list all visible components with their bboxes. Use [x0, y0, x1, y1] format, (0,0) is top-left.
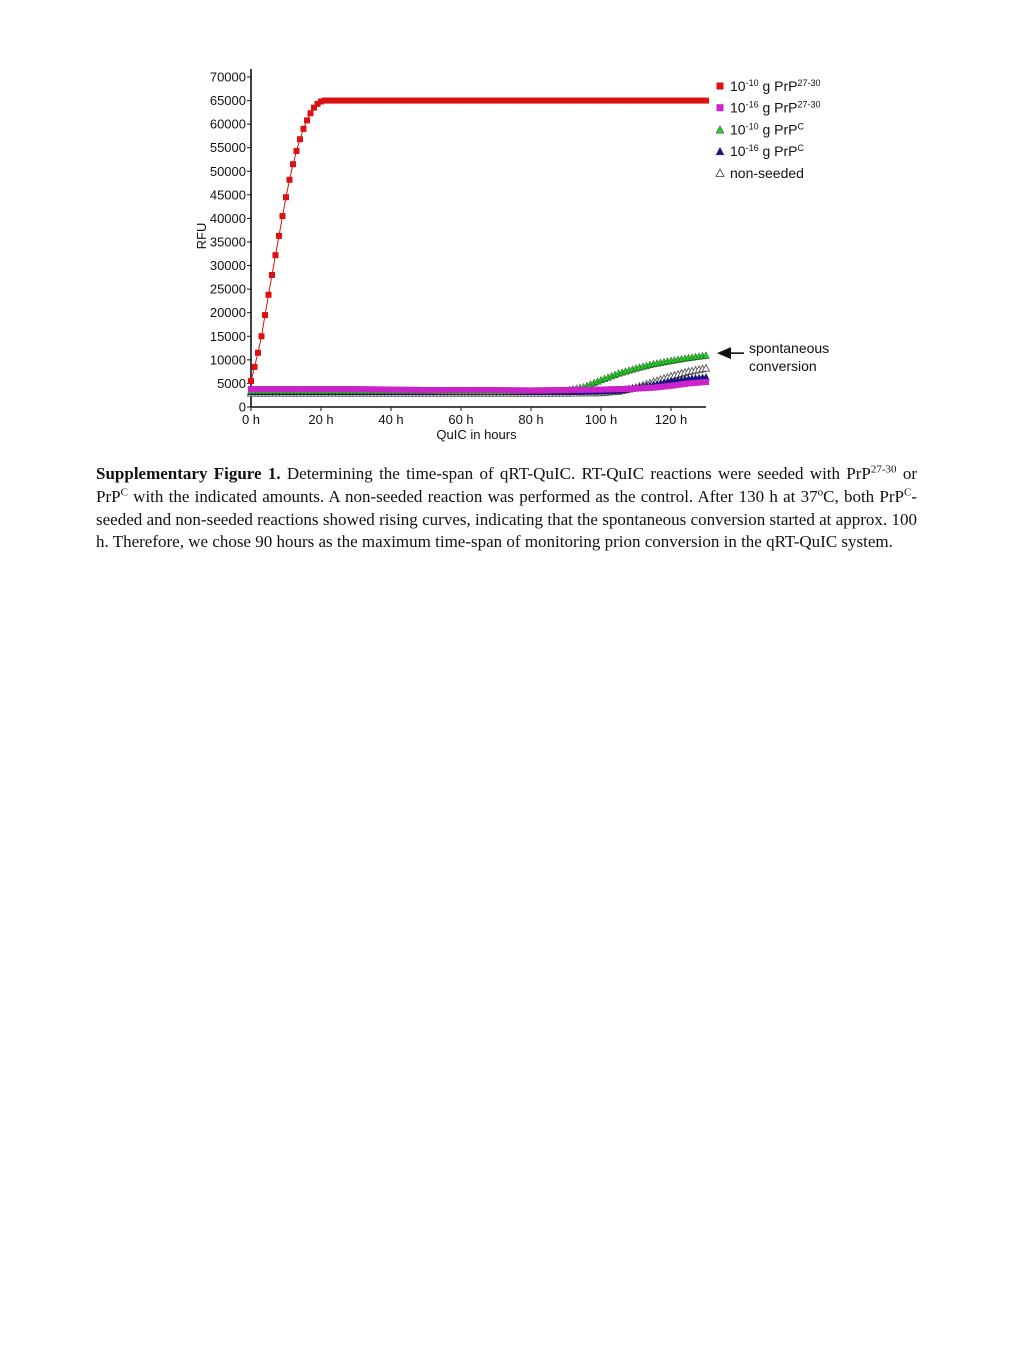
legend-text-main: g PrP — [758, 78, 798, 94]
x-tick-label: 0 h — [241, 412, 261, 427]
caption-sup-2: C — [120, 486, 128, 499]
x-tick-label: 60 h — [448, 412, 474, 427]
y-tick-label: 25000 — [209, 281, 246, 297]
y-tick-label: 5000 — [217, 375, 246, 391]
data-point — [269, 272, 275, 278]
data-point — [304, 117, 310, 123]
qrt-quic-chart — [0, 0, 1024, 450]
legend-base: 10 — [730, 78, 746, 94]
y-tick-label: 15000 — [209, 328, 246, 344]
data-point — [308, 110, 314, 116]
caption-text-5: -seeded and non-seeded reactions showed rising curves, indicating that the spontaneous conversion started at approx. 100 h. Therefore, we chose 90 hours as the maximum time-span of monitoring prion conversion in the qRT-QuIC system. — [96, 486, 918, 552]
data-point — [280, 213, 286, 219]
data-point — [248, 378, 254, 384]
legend-marker — [716, 147, 724, 155]
x-tick-label: 20 h — [308, 412, 334, 427]
figure-caption — [96, 463, 917, 554]
x-tick-label: 100 h — [584, 412, 618, 427]
legend-label — [730, 100, 821, 116]
legend-label — [730, 78, 821, 94]
caption-text-3: with the indicated amounts. A non-seeded reaction was performed as the control. After 130 h at 37 — [127, 486, 818, 506]
y-tick-label: 65000 — [209, 93, 246, 109]
caption-sup-4: C — [904, 486, 912, 499]
legend-text-main: g PrP — [758, 99, 798, 116]
legend-superscript: 27-30 — [797, 99, 821, 110]
x-tick-label: 120 h — [654, 412, 688, 427]
data-point — [290, 161, 296, 167]
caption-text-2: or PrP — [96, 464, 917, 506]
legend-base: 10 — [730, 143, 746, 160]
legend-label — [730, 165, 804, 181]
caption-sup-3: o — [817, 486, 824, 499]
spontaneous-conversion-annotation — [717, 340, 829, 374]
y-tick-label: 50000 — [209, 163, 246, 179]
annotation-arrow-head — [717, 347, 731, 359]
legend-superscript: C — [797, 143, 804, 154]
x-tick-label: 80 h — [518, 412, 544, 427]
annotation-line-1: spontaneous — [749, 340, 830, 356]
data-point — [703, 98, 709, 104]
chart-legend — [716, 78, 821, 181]
legend-exponent: -16 — [745, 99, 759, 110]
legend-exponent: -16 — [745, 143, 759, 154]
y-tick-label: 45000 — [209, 187, 246, 203]
series-line — [251, 101, 706, 382]
caption-sup-1: 27-30 — [870, 463, 897, 476]
legend-marker — [716, 169, 724, 177]
legend-exponent: -10 — [745, 121, 759, 132]
legend-superscript: C — [797, 121, 804, 132]
legend-marker — [717, 104, 724, 111]
y-tick-label: 60000 — [209, 116, 246, 132]
y-tick-label: 70000 — [209, 69, 246, 85]
data-point — [283, 194, 289, 200]
data-point — [301, 126, 307, 132]
data-point — [273, 252, 279, 258]
data-point — [294, 148, 300, 154]
data-point — [252, 364, 258, 370]
y-tick-label: 0 — [238, 399, 246, 415]
y-tick-label: 10000 — [209, 352, 246, 368]
caption-label: Supplementary Figure 1. — [96, 464, 281, 483]
series-2 — [248, 379, 709, 393]
legend-text-main: g PrP — [758, 121, 798, 138]
data-point — [266, 292, 272, 298]
y-tick-label: 55000 — [209, 140, 246, 156]
y-axis-label: RFU — [194, 222, 209, 250]
legend-text-main: non-seeded — [730, 164, 804, 181]
legend-label — [730, 143, 805, 159]
data-point — [703, 379, 709, 385]
legend-exponent: -10 — [745, 78, 759, 88]
y-tick-label: 35000 — [209, 234, 246, 250]
data-point — [287, 177, 293, 183]
caption-text-4: C, both PrP — [823, 486, 904, 506]
caption-text-1: Determining the time-span of qRT-QuIC. RT-QuIC reactions were seeded with PrP — [280, 464, 871, 483]
chart-series-layer — [248, 98, 710, 397]
y-tick-label: 20000 — [209, 305, 246, 321]
legend-marker — [717, 83, 724, 90]
series-1 — [248, 98, 709, 385]
x-axis-label: QuIC in hours — [436, 427, 517, 442]
y-tick-label: 40000 — [209, 210, 246, 226]
y-tick-label: 30000 — [209, 258, 246, 274]
data-point — [259, 333, 265, 339]
legend-text-main: g PrP — [758, 143, 798, 160]
legend-label — [730, 121, 805, 137]
data-point — [262, 312, 268, 318]
legend-superscript: 27-30 — [797, 78, 821, 88]
data-point — [297, 136, 303, 142]
x-tick-label: 40 h — [378, 412, 404, 427]
legend-base: 10 — [730, 99, 746, 116]
data-point — [255, 350, 261, 356]
data-point — [276, 233, 282, 239]
annotation-line-2: conversion — [749, 358, 817, 374]
legend-marker — [716, 126, 724, 134]
legend-base: 10 — [730, 121, 746, 138]
